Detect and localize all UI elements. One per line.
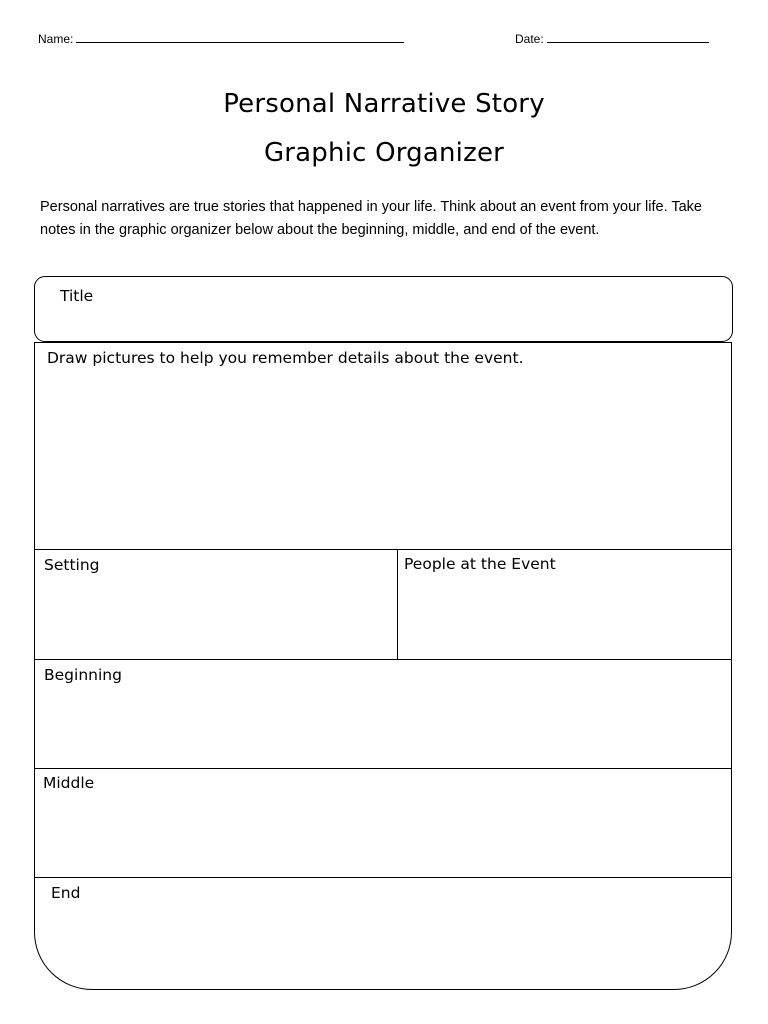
drawing-area-label: Draw pictures to help you remember details about the event. — [47, 349, 524, 367]
beginning-box[interactable] — [35, 661, 731, 768]
intro-paragraph: Personal narratives are true stories that happened in your life. Think about an event from your life. Take notes in the graphic organizer below about the beginning, middle, and end of the event. — [40, 199, 703, 238]
divider-line — [397, 550, 398, 659]
name-blank-line[interactable] — [76, 30, 404, 43]
people-box[interactable] — [399, 551, 732, 659]
date-blank-line[interactable] — [547, 30, 709, 43]
title-box-label: Title — [60, 287, 94, 305]
page-title: Personal Narrative Story — [223, 89, 545, 119]
page-subtitle: Graphic Organizer — [263, 138, 505, 168]
name-label: Name: — [38, 32, 74, 46]
end-label: End — [51, 884, 81, 902]
people-label: People at the Event — [404, 555, 556, 573]
graphic-organizer — [34, 342, 732, 990]
divider-line — [35, 877, 731, 878]
middle-box[interactable] — [35, 770, 731, 877]
divider-line — [35, 549, 731, 550]
date-field[interactable] — [515, 30, 709, 46]
beginning-label: Beginning — [44, 666, 122, 684]
name-field[interactable] — [38, 30, 404, 46]
setting-label: Setting — [44, 556, 100, 574]
end-box[interactable] — [35, 879, 731, 990]
drawing-area[interactable] — [35, 343, 731, 550]
divider-line — [35, 768, 731, 769]
date-label: Date: — [515, 32, 544, 46]
divider-line — [35, 659, 731, 660]
title-box[interactable] — [34, 276, 733, 342]
middle-label: Middle — [43, 774, 95, 792]
setting-box[interactable] — [35, 551, 397, 659]
